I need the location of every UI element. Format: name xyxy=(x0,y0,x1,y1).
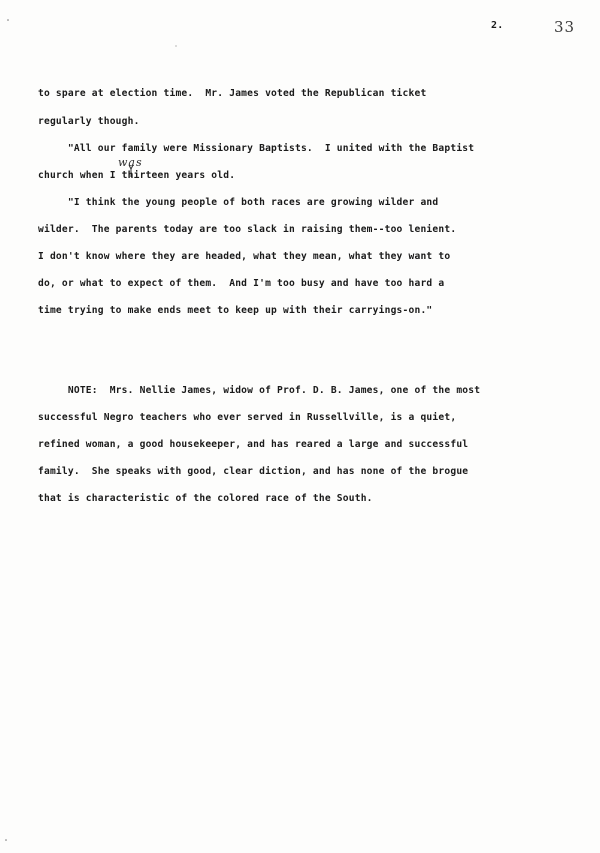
body-line: time trying to make ends meet to keep up with their carryings-on." xyxy=(38,305,433,316)
note-line: that is characteristic of the colored race of the South. xyxy=(38,493,373,504)
body-line: church when I thirteen years old. xyxy=(38,170,236,181)
note-line: family. She speaks with good, clear diction, and has none of the brogue xyxy=(38,466,469,477)
note-line: NOTE: Mrs. Nellie James, widow of Prof. D. B. James, one of the most xyxy=(38,385,481,396)
handwritten-page-number: 33 xyxy=(554,18,576,36)
typed-page-number: 2. xyxy=(491,20,504,31)
body-line: do, or what to expect of them. And I'm too busy and have too hard a xyxy=(38,278,445,289)
speck xyxy=(7,19,9,21)
note-line: refined woman, a good housekeeper, and has reared a large and successful xyxy=(38,439,469,450)
speck xyxy=(5,839,7,841)
handwritten-insertion: was xyxy=(118,156,143,169)
speck xyxy=(175,45,176,46)
body-line: "I think the young people of both races are growing wilder and xyxy=(38,197,439,208)
body-line: wilder. The parents today are too slack in raising them--too lenient. xyxy=(38,224,457,235)
body-line: "All our family were Missionary Baptists. I united with the Baptist xyxy=(38,143,475,154)
note-line: successful Negro teachers who ever served in Russellville, is a quiet, xyxy=(38,412,457,423)
body-line: I don't know where they are headed, what they mean, what they want to xyxy=(38,251,451,262)
body-line: regularly though. xyxy=(38,116,140,127)
body-line: to spare at election time. Mr. James voted the Republican ticket xyxy=(38,88,427,99)
